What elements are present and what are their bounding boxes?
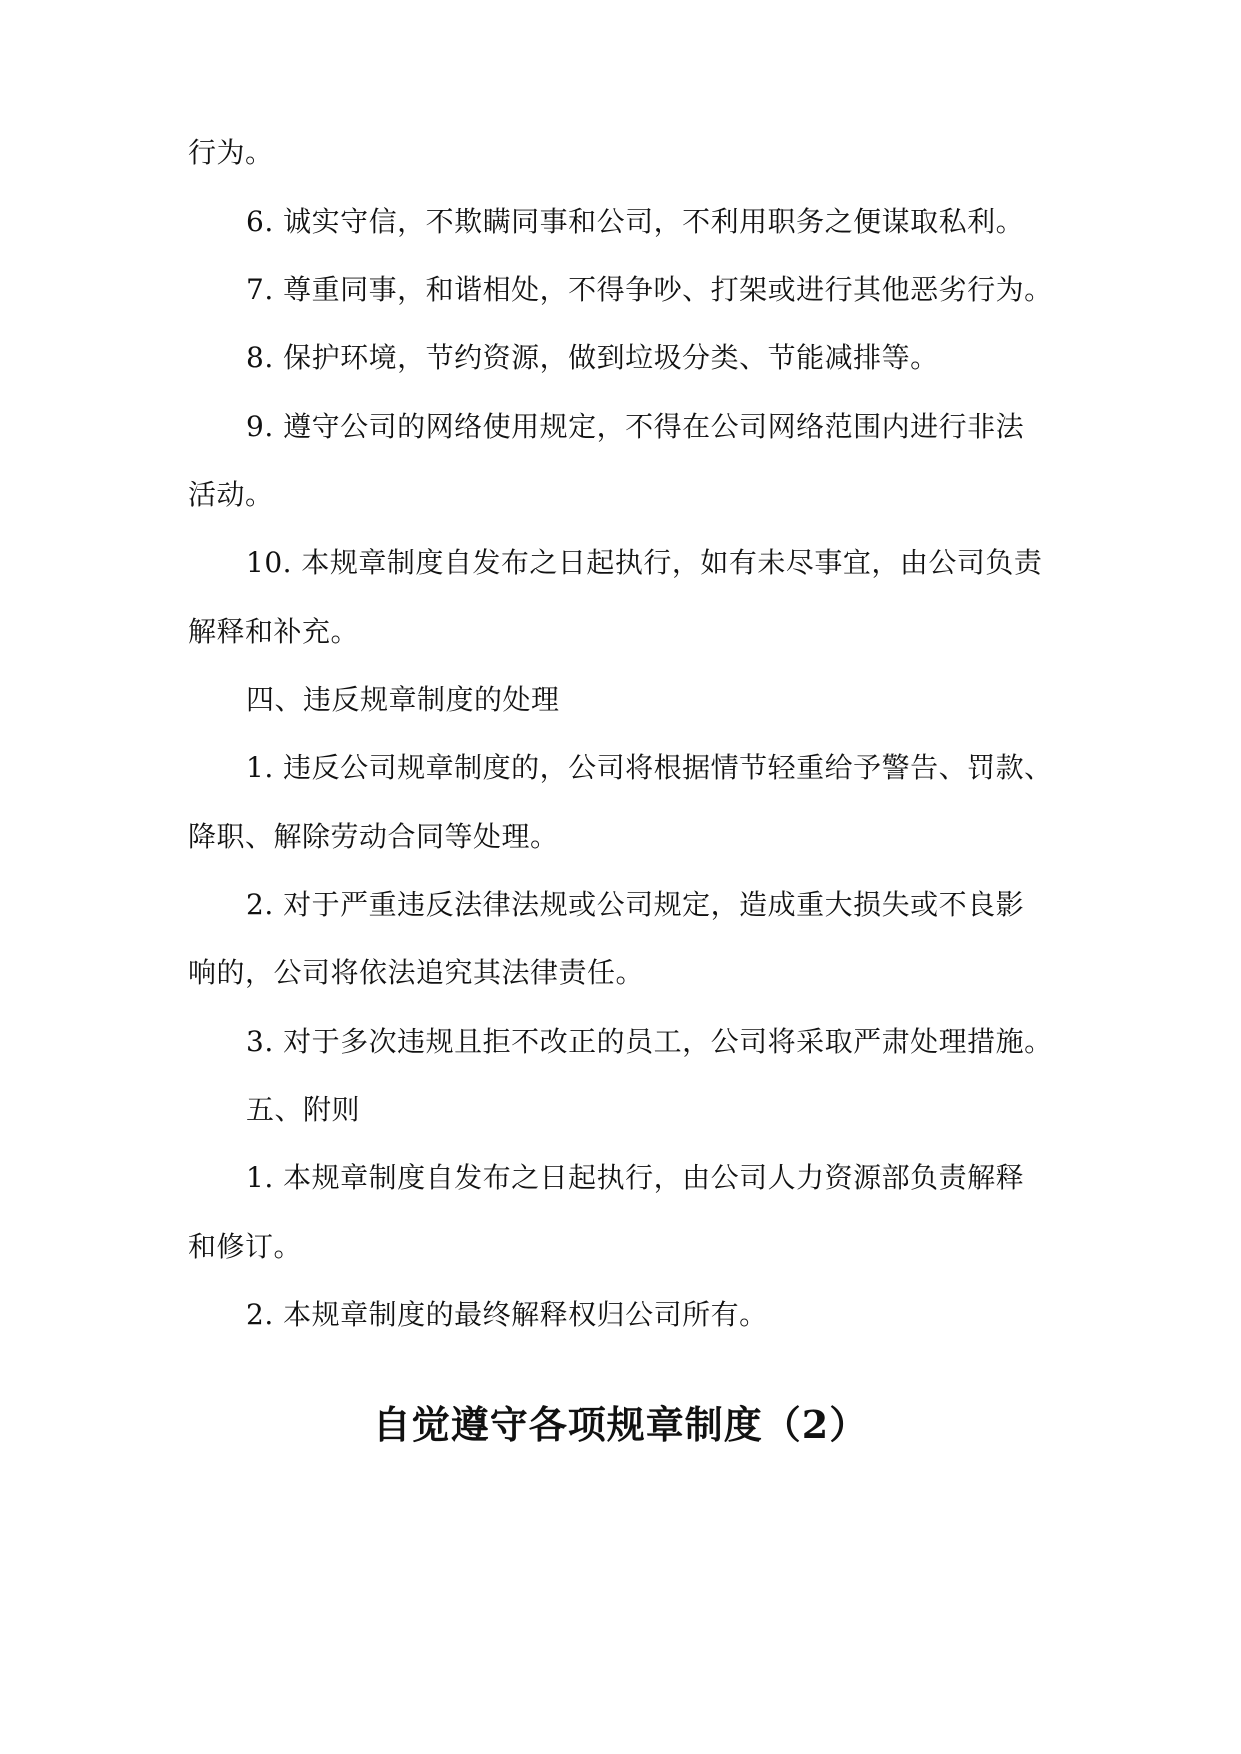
text-line: 7. 尊重同事，和谐相处，不得争吵、打架或进行其他恶劣行为。: [246, 273, 1053, 306]
text-line: 2. 本规章制度的最终解释权归公司所有。: [246, 1298, 768, 1331]
text-line: 响的，公司将依法追究其法律责任。: [188, 956, 645, 989]
text-line: 1. 本规章制度自发布之日起执行，由公司人力资源部负责解释: [246, 1161, 1025, 1194]
text-line: 和修订。: [188, 1230, 303, 1263]
text-line: 活动。: [188, 478, 274, 511]
text-line: 8. 保护环境，节约资源，做到垃圾分类、节能减排等。: [246, 341, 939, 374]
text-line: 10. 本规章制度自发布之日起执行，如有未尽事宜，由公司负责: [246, 546, 1043, 579]
text-line: 3. 对于多次违规且拒不改正的员工，公司将采取严肃处理措施。: [246, 1025, 1053, 1058]
text-line: 2. 对于严重违反法律法规或公司规定，造成重大损失或不良影: [246, 888, 1025, 921]
document-title: 自觉遵守各项规章制度（2）: [372, 1402, 869, 1447]
text-line: 1. 违反公司规章制度的，公司将根据情节轻重给予警告、罚款、: [246, 751, 1053, 784]
section-heading: 五、附则: [246, 1093, 361, 1126]
section-heading: 四、违反规章制度的处理: [246, 683, 560, 716]
text-line: 6. 诚实守信，不欺瞒同事和公司，不利用职务之便谋取私利。: [246, 205, 1025, 238]
text-line: 降职、解除劳动合同等处理。: [188, 820, 559, 853]
text-line: 行为。: [188, 136, 274, 169]
text-line: 解释和补充。: [188, 615, 360, 648]
text-line: 9. 遵守公司的网络使用规定，不得在公司网络范围内进行非法: [246, 410, 1025, 443]
